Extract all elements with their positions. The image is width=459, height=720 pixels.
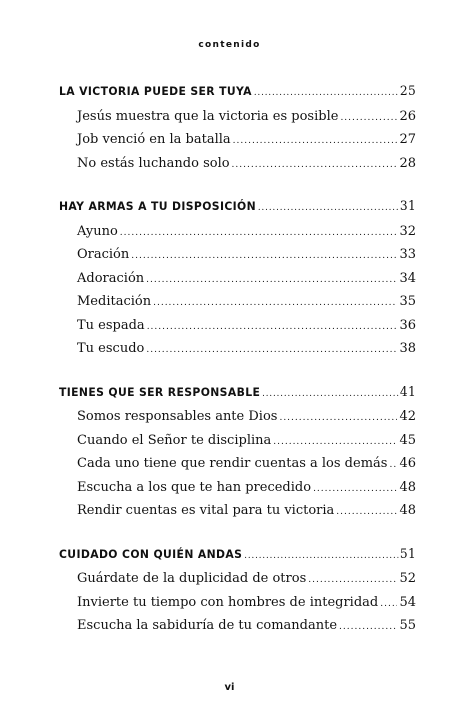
- toc-entry: [59, 456, 416, 480]
- entry-title: Rendir cuentas es vital para tu victoria: [77, 503, 335, 518]
- dot-leader: [389, 460, 397, 470]
- entry-page-number: 54: [399, 594, 416, 610]
- toc-entry: [59, 109, 416, 133]
- dot-leader: [244, 551, 398, 561]
- entry-title: Jesús muestra que la victoria es posible: [77, 108, 339, 124]
- entry-page-number: 34: [399, 270, 416, 286]
- page-folio: vi: [224, 682, 235, 693]
- dot-leader: [340, 113, 397, 123]
- table-of-contents: [59, 84, 416, 662]
- dot-leader: [380, 599, 397, 609]
- section-title: LA VICTORIA PUEDE SER TUYA: [59, 84, 252, 98]
- entry-page-number: 48: [399, 479, 416, 495]
- entry-page-number: 27: [399, 132, 416, 147]
- section-heading-row: [59, 84, 416, 108]
- section-title: TIENES QUE SER RESPONSABLE: [59, 384, 261, 399]
- entry-page-number: 26: [399, 108, 416, 124]
- dot-leader: [232, 160, 398, 170]
- entry-page-number: 32: [399, 223, 416, 239]
- toc-entry: [59, 503, 416, 527]
- toc-entry: [59, 294, 416, 318]
- entry-page-number: 28: [399, 155, 416, 171]
- toc-section: [59, 84, 416, 179]
- toc-entry: [59, 247, 416, 271]
- toc-section: [59, 199, 416, 365]
- dot-leader: [258, 203, 398, 213]
- entry-title: Adoración: [77, 270, 145, 286]
- dot-leader: [262, 389, 398, 399]
- dot-leader: [146, 275, 397, 285]
- entry-title: Cuando el Señor te disciplina: [77, 432, 272, 448]
- entry-page-number: 55: [399, 618, 416, 633]
- section-title: CUIDADO CON QUIÉN ANDAS: [59, 546, 243, 561]
- entry-page-number: 45: [399, 432, 416, 448]
- section-page-number: 41: [399, 384, 417, 400]
- dot-leader: [153, 298, 397, 308]
- dot-leader: [233, 136, 398, 146]
- toc-entry: [59, 480, 416, 504]
- dot-leader: [147, 322, 398, 332]
- entry-page-number: 48: [399, 503, 416, 518]
- entry-title: Escucha la sabiduría de tu comandante: [77, 618, 338, 633]
- toc-entry: [59, 433, 416, 457]
- dot-leader: [131, 251, 397, 261]
- toc-entry: [59, 156, 416, 180]
- entry-page-number: 38: [399, 341, 416, 356]
- entry-title: Job venció en la batalla: [77, 132, 231, 147]
- entry-title: No estás luchando solo: [77, 155, 230, 171]
- toc-entry: [59, 571, 416, 595]
- toc-entry: [59, 618, 416, 642]
- toc-entry: [59, 595, 416, 619]
- toc-entry: [59, 271, 416, 295]
- entry-page-number: 33: [399, 247, 416, 262]
- section-heading-row: [59, 385, 416, 409]
- dot-leader: [273, 437, 397, 447]
- toc-entry: [59, 409, 416, 433]
- dot-leader: [279, 413, 397, 423]
- entry-title: Ayuno: [77, 223, 118, 239]
- section-page-number: 25: [399, 84, 417, 99]
- entry-title: Invierte tu tiempo con hombres de integridad: [77, 594, 379, 610]
- toc-entry: [59, 224, 416, 248]
- section-heading-row: [59, 547, 416, 571]
- entry-page-number: 46: [399, 456, 416, 471]
- entry-page-number: 35: [399, 294, 416, 309]
- toc-section: [59, 547, 416, 642]
- entry-page-number: 52: [399, 571, 416, 586]
- entry-page-number: 42: [399, 409, 416, 424]
- entry-title: Tu escudo: [77, 341, 145, 356]
- entry-title: Tu espada: [77, 317, 145, 333]
- section-page-number: 31: [399, 199, 417, 214]
- toc-entry: [59, 341, 416, 365]
- dot-leader: [120, 228, 398, 238]
- dot-leader: [313, 484, 397, 494]
- toc-entry: [59, 132, 416, 156]
- entry-page-number: 36: [399, 317, 416, 333]
- entry-title: Somos responsables ante Dios: [77, 409, 278, 424]
- dot-leader: [254, 88, 398, 98]
- entry-title: Cada uno tiene que rendir cuentas a los demás: [77, 456, 388, 471]
- entry-title: Guárdate de la duplicidad de otros: [77, 571, 307, 586]
- entry-title: Escucha a los que te han precedido: [77, 479, 312, 495]
- section-page-number: 51: [399, 546, 417, 562]
- entry-title: Meditación: [77, 294, 152, 309]
- dot-leader: [336, 507, 397, 517]
- running-header: contenido: [198, 40, 261, 50]
- entry-title: Oración: [77, 247, 130, 262]
- dot-leader: [339, 622, 397, 632]
- toc-entry: [59, 318, 416, 342]
- toc-section: [59, 385, 416, 527]
- section-title: HAY ARMAS A TU DISPOSICIÓN: [59, 199, 257, 213]
- dot-leader: [146, 345, 397, 355]
- section-heading-row: [59, 199, 416, 223]
- dot-leader: [308, 575, 397, 585]
